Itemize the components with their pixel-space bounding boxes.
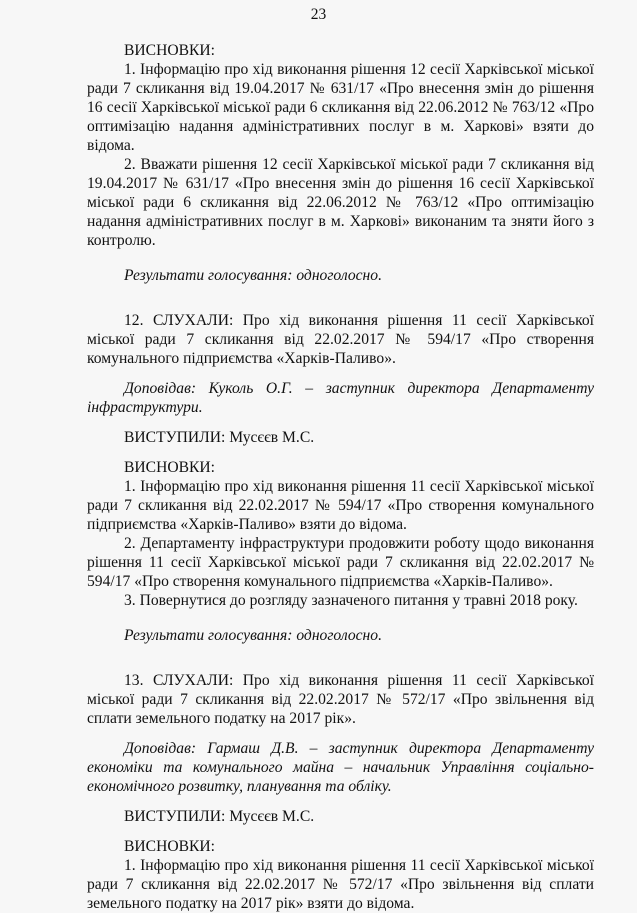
spoke-line: ВИСТУПИЛИ: Мусєєв М.С. [124,808,315,825]
document-body [87,41,594,913]
conclusions-heading: ВИСНОВКИ: [124,838,215,855]
conclusions-heading: ВИСНОВКИ: [124,42,215,59]
conclusion-paragraph: 1. Інформацію про хід виконання рішення 11 сесії Харківської міської ради 7 скликання від 22.02.2017 № 594/17 «Про створення комунального підприємства «Харків-Паливо» взяти до відома. [87,478,594,533]
agenda-item-heard: 13. СЛУХАЛИ: Про хід виконання рішення 11 сесії Харківської міської ради 7 скликання від 22.02.2017 № 572/17 «Про звільнення від сплати земельного податку на 2017 рік». [87,672,594,727]
speaker-line: Доповідав: Гармаш Д.В. – заступник директора Департаменту економіки та комунального майна – начальник Управління соціально-економічного розвитку, планування та обліку. [87,740,594,795]
conclusion-paragraph: 2. Вважати рішення 12 сесії Харківської міської ради 7 скликання від 19.04.2017 № 631/17 «Про внесення змін до рішення 16 сесії Харківської міської ради 6 скликання від 22.06.2012 № 763/12 «Про оптимізацію надання адміністративних послуг в м. Харкові» виконаним та зняти його з контролю. [87,156,594,249]
voting-result: Результати голосування: одноголосно. [124,267,382,284]
conclusion-paragraph: 3. Повернутися до розгляду зазначеного питання у травні 2018 року. [124,592,578,609]
spoke-line: ВИСТУПИЛИ: Мусєєв М.С. [124,429,315,446]
page-number: 23 [310,6,327,23]
conclusion-paragraph: 1. Інформацію про хід виконання рішення 12 сесії Харківської міської ради 7 скликання від 19.04.2017 № 631/17 «Про внесення змін до рішення 16 сесії Харківської міської ради 6 скликання від 22.06.2012 № 763/12 «Про оптимізацію надання адміністративних послуг в м. Харкові» взяти до відома. [87,61,594,154]
conclusion-paragraph: 2. Департаменту інфраструктури продовжити роботу щодо виконання рішення 11 сесії Харківської міської ради 7 скликання від 22.02.2017 № 594/17 «Про створення комунального підприємства «Харків-Паливо». [87,535,594,590]
speaker-line: Доповідав: Куколь О.Г. – заступник директора Департаменту інфраструктури. [87,380,594,416]
voting-result: Результати голосування: одноголосно. [124,627,382,644]
agenda-item-heard: 12. СЛУХАЛИ: Про хід виконання рішення 11 сесії Харківської міської ради 7 скликання від 22.02.2017 № 594/17 «Про створення комунального підприємства «Харків-Паливо». [87,312,594,367]
conclusion-paragraph: 1. Інформацію про хід виконання рішення 11 сесії Харківської міської ради 7 скликання від 22.02.2017 № 572/17 «Про звільнення від сплати земельного податку на 2017 рік» взяти до відома. [87,857,594,912]
conclusions-heading: ВИСНОВКИ: [124,459,215,476]
